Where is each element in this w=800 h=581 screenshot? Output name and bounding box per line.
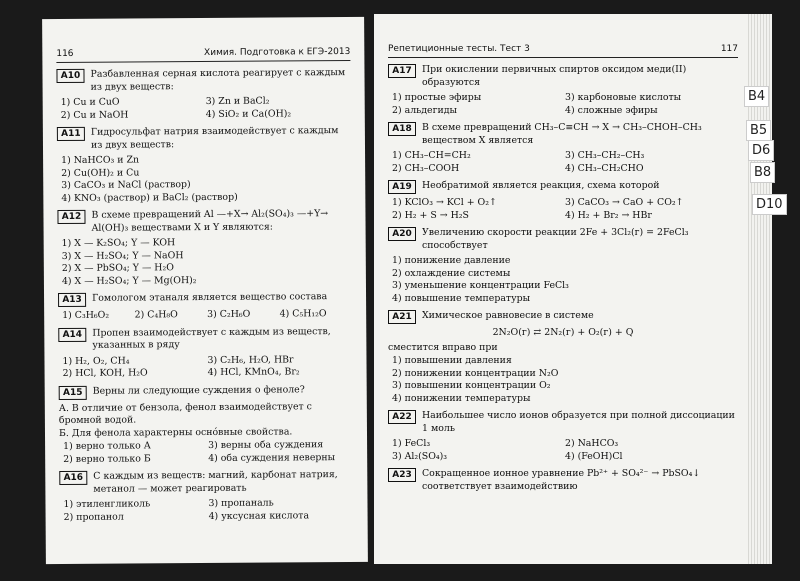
question-text: Сокращенное ионное уравнение Pb²⁺ + SO₄²⁻ → PbSO₄↓ соответствует взаимодействию [422, 468, 701, 492]
answer-option: 1) простые эфиры [392, 92, 482, 103]
answer-option: 3) CaCO₃ → CaO + CO₂↑ [565, 197, 684, 208]
answer-options [392, 197, 738, 222]
answer-option: 1) Cu и CuO [60, 96, 120, 109]
answer-option: 2) пропанол [63, 511, 124, 523]
answer-options [63, 497, 353, 524]
left-page-number: 116 [56, 48, 74, 60]
question-a22 [388, 410, 738, 435]
left-questions [56, 67, 353, 529]
answer-option: 2) C₄H₈O [134, 309, 178, 321]
question-number: A19 [388, 180, 416, 194]
answer-option: 3) Zn и BaCl₂ [205, 95, 270, 107]
answer-options [62, 308, 352, 323]
question-number: A15 [59, 385, 87, 399]
question-text: В схеме превращений Al —+X→ Al₂(SO₄)₃ —+Y→ Al(OH)₃ веществами X и Y являются: [91, 208, 329, 234]
question-number: A10 [56, 69, 84, 83]
question-a17 [388, 64, 738, 89]
question-text: Гомологом этаналя является вещество состава [92, 291, 328, 304]
question-text: С каждым из веществ: магний, карбонат натрия, метанол — может реагировать [93, 469, 338, 495]
question-text-cont: сместится вправо при [388, 341, 498, 353]
question-number: A11 [57, 127, 85, 141]
question-a14 [58, 325, 352, 352]
answer-option: 4) CH₃–CH₂CHO [565, 162, 644, 174]
answer-option: 4) KNO₃ (раствор) и BaCl₂ (раствор) [61, 191, 238, 204]
answer-option: 2) Cu(OH)₂ и Cu [61, 166, 140, 179]
answer-option: 2) Cu и NaOH [60, 109, 129, 121]
answer-option: 1) H₂, O₂, CH₄ [62, 355, 130, 367]
question-a19 [388, 180, 738, 194]
statement: А. В отличие от бензола, фенол взаимодействует с бромной водой. [58, 400, 312, 427]
answer-option: 2) охлаждение системы [392, 267, 511, 279]
question-a18 [388, 122, 738, 147]
answer-option: 4) уксусная кислота [208, 509, 310, 522]
answer-option: 2) CH₃–COOH [392, 162, 460, 174]
tab-d6: D6 [748, 140, 774, 161]
question-number: A22 [388, 410, 416, 424]
answer-option: 4) H₂ + Br₂ → HBr [565, 209, 652, 221]
question-text: В схеме превращений CH₃–C≡CH → X → CH₃–CHOH–CH₃ веществом X является [422, 122, 702, 146]
answer-option: 1) этиленгликоль [63, 498, 151, 510]
tab-b5: B5 [746, 120, 771, 141]
right-header-title: Репетиционные тесты. Тест 3 [388, 44, 530, 54]
question-number: A13 [58, 293, 86, 307]
answer-options [63, 439, 353, 466]
question-text: Гидросульфат натрия взаимодействует с каждым из двух веществ: [90, 125, 339, 151]
question-number: A18 [388, 122, 416, 136]
question-text: Наибольшее число ионов образуется при полной диссоциации 1 моль [422, 410, 735, 434]
question-text: Химическое равновесие в системе [422, 310, 594, 321]
answer-option: 3) Al₂(SO₄)₃ [392, 450, 448, 462]
right-page-number: 117 [720, 44, 738, 54]
answer-options [61, 95, 351, 122]
answer-option: 1) повышении давления [392, 355, 512, 366]
answer-option: 1) CH₃–CH=CH₂ [392, 150, 471, 161]
answer-option: 3) уменьшение концентрации FeCl₃ [392, 280, 569, 291]
answer-option: 3) X — H₂SO₄; Y — NaOH [61, 249, 184, 262]
answer-option: 3) верны оба суждения [208, 439, 324, 451]
question-text: Разбавленная серная кислота реагирует с каждым из двух веществ: [90, 67, 346, 93]
answer-options [61, 153, 351, 205]
question-a21 [388, 310, 738, 324]
answer-option: 1) C₃H₆O₂ [62, 309, 110, 321]
answer-option: 2) понижении концентрации N₂O [392, 367, 559, 379]
answer-option: 4) (FeOH)Cl [565, 450, 623, 462]
question-a15 [59, 383, 353, 399]
answer-option: 4) повышение температуры [392, 292, 531, 304]
answer-option: 4) C₅H₁₂O [279, 308, 327, 320]
right-questions [388, 64, 738, 496]
equation: 2N₂O(г) ⇄ 2N₂(г) + O₂(г) + Q [492, 327, 634, 338]
right-running-header [388, 44, 738, 58]
answer-option: 2) X — PbSO₄; Y — H₂O [61, 262, 174, 274]
answer-options [392, 355, 738, 405]
right-page [374, 14, 772, 564]
answer-option: 3) CaCO₃ и NaCl (раствор) [61, 179, 191, 192]
left-running-header [56, 47, 350, 63]
question-a10 [56, 67, 350, 94]
statement: Б. Для фенола характерны осно́вные свойства. [58, 425, 293, 439]
answer-option: 1) верно только А [63, 440, 151, 452]
question-text: Увеличению скорости реакции 2Fe + 3Cl₂(г) = 2FeCl₃ способствует [422, 227, 689, 251]
question-text: Необратимой является реакция, схема которой [422, 180, 660, 191]
answer-options [62, 353, 352, 380]
question-a23 [388, 468, 738, 493]
answer-options [392, 92, 738, 117]
answer-option: 1) FeCl₃ [392, 438, 431, 449]
answer-option: 2) верно только Б [63, 452, 151, 465]
answer-option: 1) NaHCO₃ и Zn [61, 154, 140, 167]
question-number: A21 [388, 310, 416, 324]
answer-option: 2) H₂ + S → H₂S [392, 209, 469, 221]
question-number: A12 [57, 210, 85, 224]
answer-option: 3) C₂H₆, H₂O, HBr [207, 353, 294, 366]
question-text: При окислении первичных спиртов оксидом меди(II) образуются [422, 64, 687, 88]
question-a20 [388, 227, 738, 252]
question-a16 [59, 469, 353, 496]
answer-option: 2) альдегиды [392, 104, 457, 116]
question-text: Пропен взаимодействует с каждым из веществ, указанных в ряду [92, 325, 331, 351]
answer-option: 3) C₂H₆O [207, 308, 251, 320]
answer-option: 2) NaHCO₃ [565, 438, 619, 449]
tab-b8: B8 [750, 162, 775, 183]
answer-options [392, 255, 738, 305]
answer-option: 3) CH₃–CH₂–CH₃ [565, 150, 645, 161]
answer-option: 4) оба суждения неверны [208, 451, 336, 464]
answer-option: 4) HCl, KMnO₄, Br₂ [207, 366, 300, 378]
tab-d10: D10 [752, 194, 787, 215]
answer-options [392, 438, 738, 463]
question-number: A14 [58, 327, 86, 341]
tab-b4: B4 [744, 86, 769, 107]
answer-option: 4) сложные эфиры [565, 104, 658, 116]
answer-option: 4) SiO₂ и Ca(OH)₂ [205, 107, 292, 120]
answer-options [62, 236, 352, 288]
question-number: A16 [59, 471, 87, 485]
answer-options [392, 150, 738, 175]
answer-option: 3) повышении концентрации O₂ [392, 380, 551, 391]
answer-option: 4) X — H₂SO₄; Y — Mg(OH)₂ [61, 274, 197, 287]
question-a12 [57, 208, 351, 235]
question-number: A17 [388, 64, 416, 78]
question-a13 [58, 291, 352, 307]
answer-option: 2) HCl, KOH, H₂O [62, 367, 148, 379]
answer-option: 1) понижение давление [392, 255, 511, 266]
question-number: A23 [388, 468, 416, 482]
answer-option: 1) KClO₃ → KCl + O₂↑ [392, 197, 497, 208]
answer-option: 4) понижении температуры [392, 392, 531, 404]
question-a11 [57, 125, 351, 152]
answer-option: 3) карбоновые кислоты [565, 92, 682, 103]
question-number: A20 [388, 227, 416, 241]
question-text: Верны ли следующие суждения о феноле? [92, 383, 305, 397]
left-header-title: Химия. Подготовка к ЕГЭ-2013 [204, 46, 351, 59]
left-page [42, 17, 368, 564]
answer-option: 1) X — K₂SO₄; Y — KOH [61, 237, 176, 249]
answer-option: 3) пропаналь [208, 497, 274, 509]
